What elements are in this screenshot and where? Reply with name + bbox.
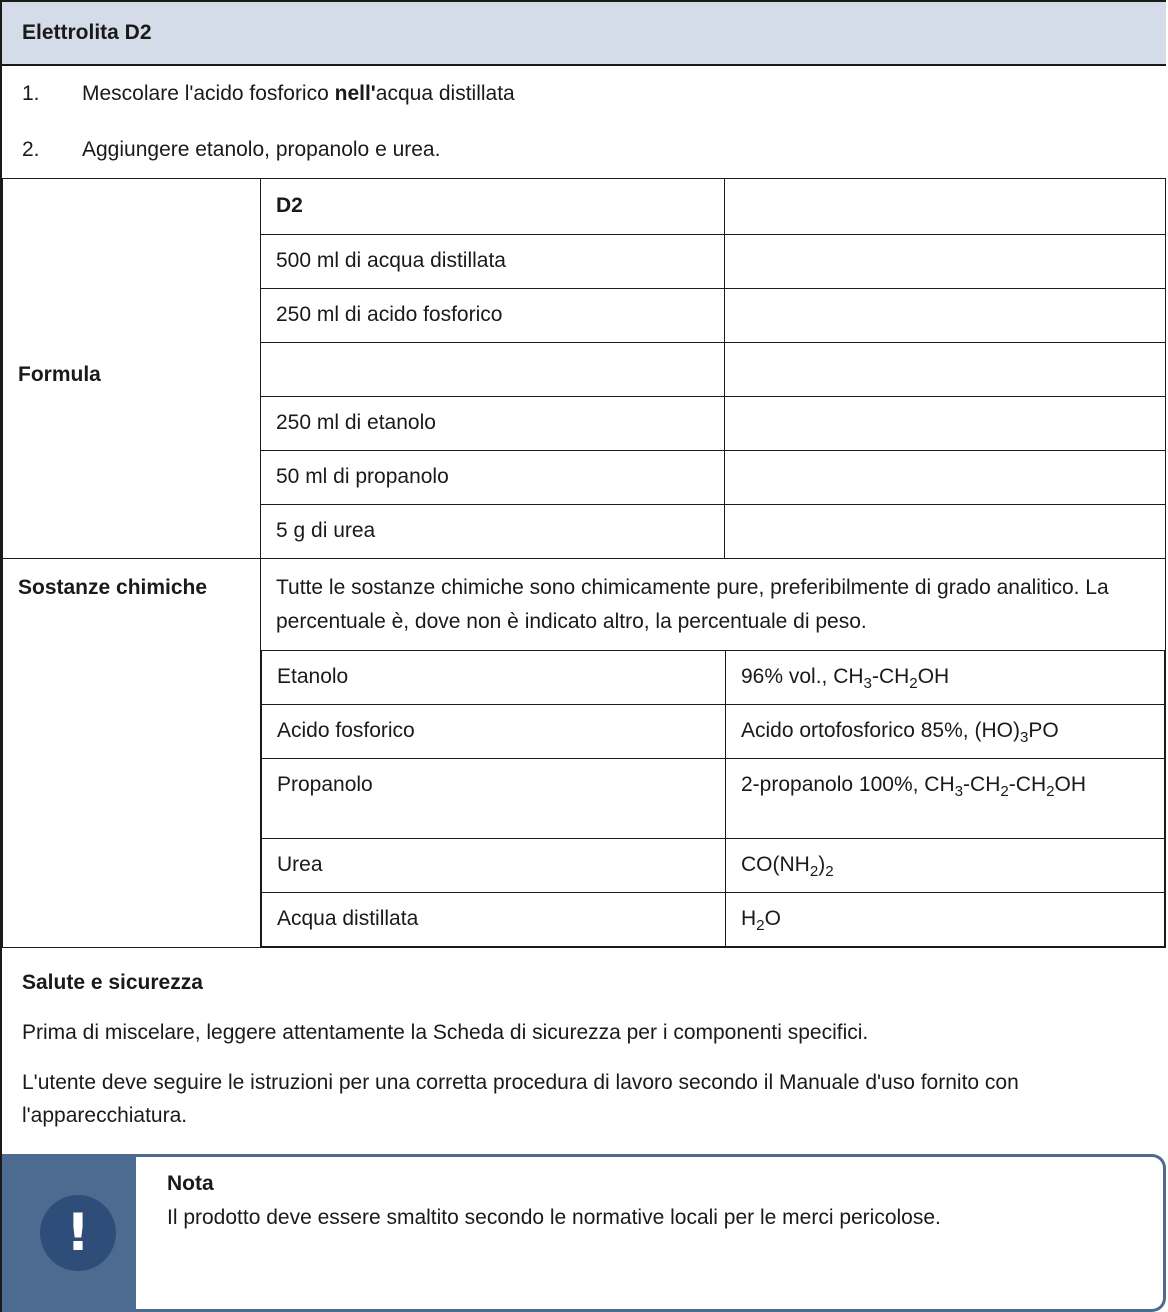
step-text-pre: Mescolare l'acido fosforico bbox=[82, 81, 335, 105]
chemical-name: Acqua distillata bbox=[262, 893, 726, 947]
formula-empty-cell bbox=[725, 289, 1166, 343]
formula-row bbox=[261, 343, 725, 397]
spec-text: OH bbox=[917, 665, 950, 689]
subscript: 3 bbox=[954, 783, 964, 801]
formula-empty-cell bbox=[725, 235, 1166, 289]
spec-text: O bbox=[764, 907, 781, 931]
spec-text: PO bbox=[1028, 719, 1059, 743]
chemical-row bbox=[262, 839, 1165, 893]
subscript: 2 bbox=[909, 675, 918, 693]
chemicals-description: Tutte le sostanze chimiche sono chimicamente pure, preferibilmente di grado analitico. La percentuale è, dove non è indicato altro, la percentuale di peso. bbox=[276, 576, 1109, 633]
spec-text: -CH bbox=[871, 665, 910, 689]
subscript: 2 bbox=[825, 863, 834, 881]
chemical-name: Urea bbox=[262, 839, 726, 893]
subscript: 2 bbox=[809, 863, 819, 881]
spec-text: H bbox=[741, 907, 757, 931]
formula-row: 250 ml di etanolo bbox=[261, 397, 725, 451]
spec-text: 96% vol., CH bbox=[741, 665, 864, 689]
spec-text: Acido ortofosforico 85%, (HO) bbox=[741, 719, 1020, 743]
note-box bbox=[2, 1154, 1166, 1312]
formula-label: Formula bbox=[3, 179, 261, 559]
chemical-spec bbox=[726, 893, 1165, 947]
formula-row: 250 ml di acido fosforico bbox=[261, 289, 725, 343]
chemical-spec bbox=[726, 705, 1165, 759]
chemical-row bbox=[262, 705, 1165, 759]
chemicals-table bbox=[261, 650, 1165, 947]
safety-section bbox=[2, 948, 1166, 1312]
safety-paragraph: Prima di miscelare, leggere attentamente la Scheda di sicurezza per i componenti specifici. bbox=[22, 1020, 869, 1044]
chemical-row bbox=[262, 893, 1165, 947]
safety-paragraph: L'utente deve seguire le istruzioni per una corretta procedura di lavoro secondo il Manuale d'uso fornito con l'apparecchiatura. bbox=[22, 1071, 1019, 1127]
spec-text: -CH bbox=[1008, 773, 1047, 797]
step-text-bold: nell' bbox=[334, 81, 376, 105]
step-2 bbox=[2, 122, 1166, 178]
chemical-name: Acido fosforico bbox=[262, 705, 726, 759]
section-title: Elettrolita D2 bbox=[2, 2, 1166, 66]
chemical-row bbox=[262, 759, 1165, 839]
formula-table bbox=[2, 178, 1166, 948]
formula-empty-cell bbox=[725, 179, 1166, 235]
note-title: Nota bbox=[167, 1172, 214, 1196]
subscript: 2 bbox=[1000, 783, 1009, 801]
formula-row: 500 ml di acqua distillata bbox=[261, 235, 725, 289]
formula-header: D2 bbox=[261, 179, 725, 235]
chemical-name: Etanolo bbox=[262, 651, 726, 705]
formula-empty-cell bbox=[725, 451, 1166, 505]
step-text-post: acqua distillata bbox=[375, 81, 515, 105]
chemical-spec bbox=[726, 651, 1165, 705]
chemical-spec bbox=[726, 839, 1165, 893]
step-number: 1. bbox=[22, 81, 40, 105]
note-content bbox=[167, 1169, 1143, 1234]
spec-text: 2-propanolo 100%, CH bbox=[741, 773, 955, 797]
chemicals-label: Sostanze chimiche bbox=[3, 559, 261, 948]
chemical-name: Propanolo bbox=[262, 759, 726, 839]
step-1 bbox=[2, 66, 1166, 122]
formula-empty-cell bbox=[725, 343, 1166, 397]
subscript: 3 bbox=[863, 675, 872, 693]
chemical-spec bbox=[726, 759, 1165, 839]
formula-empty-cell bbox=[725, 397, 1166, 451]
chemicals-cell bbox=[261, 559, 1166, 948]
step-text: Aggiungere etanolo, propanolo e urea. bbox=[82, 137, 441, 161]
step-number: 2. bbox=[22, 137, 40, 161]
spec-text: OH bbox=[1054, 773, 1087, 797]
formula-empty-cell bbox=[725, 505, 1166, 559]
subscript: 2 bbox=[756, 917, 765, 935]
spec-text: CO(NH bbox=[741, 853, 810, 877]
step-text bbox=[82, 79, 515, 109]
subscript: 2 bbox=[1046, 783, 1055, 801]
note-text: Il prodotto deve essere smaltito secondo le normative locali per le merci pericolose. bbox=[167, 1205, 941, 1229]
subscript: 3 bbox=[1019, 729, 1029, 747]
exclamation-icon: ! bbox=[40, 1195, 116, 1271]
chemical-row bbox=[262, 651, 1165, 705]
safety-heading: Salute e sicurezza bbox=[22, 971, 203, 995]
formula-row: 50 ml di propanolo bbox=[261, 451, 725, 505]
formula-row: 5 g di urea bbox=[261, 505, 725, 559]
spec-text: ) bbox=[818, 853, 826, 877]
spec-text: -CH bbox=[963, 773, 1001, 797]
